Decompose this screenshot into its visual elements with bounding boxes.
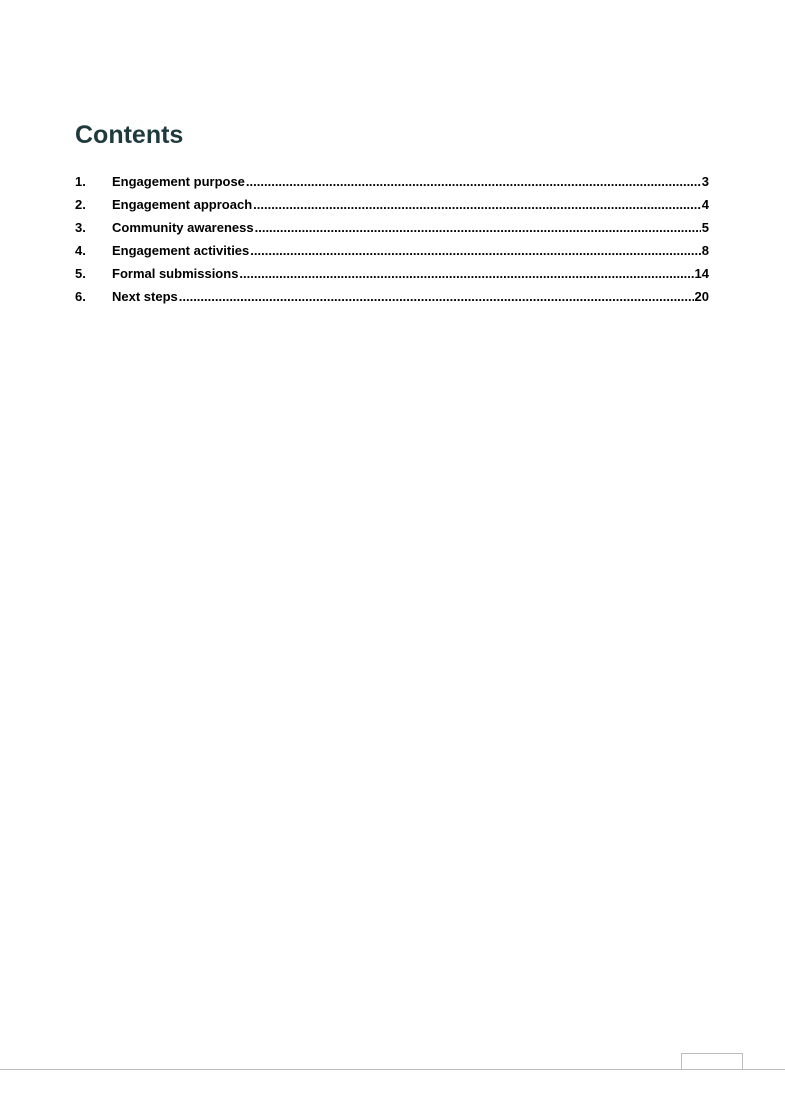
toc-dot-leader (255, 216, 701, 239)
toc-entry-title: Next steps (112, 289, 178, 304)
toc-dot-leader (250, 239, 700, 262)
toc-entry-title: Formal submissions (112, 266, 239, 281)
toc-entry-number: 2. (75, 197, 86, 212)
toc-entry-number: 1. (75, 174, 86, 189)
toc-entry-number: 6. (75, 289, 86, 304)
toc-entry-engagement-activities[interactable] (75, 239, 709, 262)
toc-entry-number: 3. (75, 220, 86, 235)
toc-dot-leader (246, 170, 701, 193)
toc-entry-engagement-purpose[interactable] (75, 170, 709, 193)
toc-entry-next-steps[interactable] (75, 285, 709, 308)
toc-dot-leader (239, 262, 693, 285)
toc-dot-leader (179, 285, 694, 308)
toc-entry-title: Engagement approach (112, 197, 253, 212)
table-of-contents (75, 170, 709, 308)
footer-page-tab (681, 1053, 743, 1069)
toc-entry-page-number: 4 (701, 197, 709, 212)
toc-dot-leader (253, 193, 701, 216)
toc-entry-page-number: 5 (701, 220, 709, 235)
toc-entry-number: 4. (75, 243, 86, 258)
page-title: Contents (75, 121, 184, 149)
toc-entry-title: Engagement activities (112, 243, 250, 258)
toc-entry-page-number: 8 (701, 243, 709, 258)
toc-entry-page-number: 3 (701, 174, 709, 189)
toc-entry-engagement-approach[interactable] (75, 193, 709, 216)
toc-entry-page-number: 20 (694, 289, 709, 304)
toc-entry-community-awareness[interactable] (75, 216, 709, 239)
toc-entry-title: Engagement purpose (112, 174, 245, 189)
toc-entry-page-number: 14 (694, 266, 709, 281)
toc-entry-title: Community awareness (112, 220, 254, 235)
toc-entry-number: 5. (75, 266, 86, 281)
footer-rule (0, 1069, 785, 1070)
toc-entry-formal-submissions[interactable] (75, 262, 709, 285)
